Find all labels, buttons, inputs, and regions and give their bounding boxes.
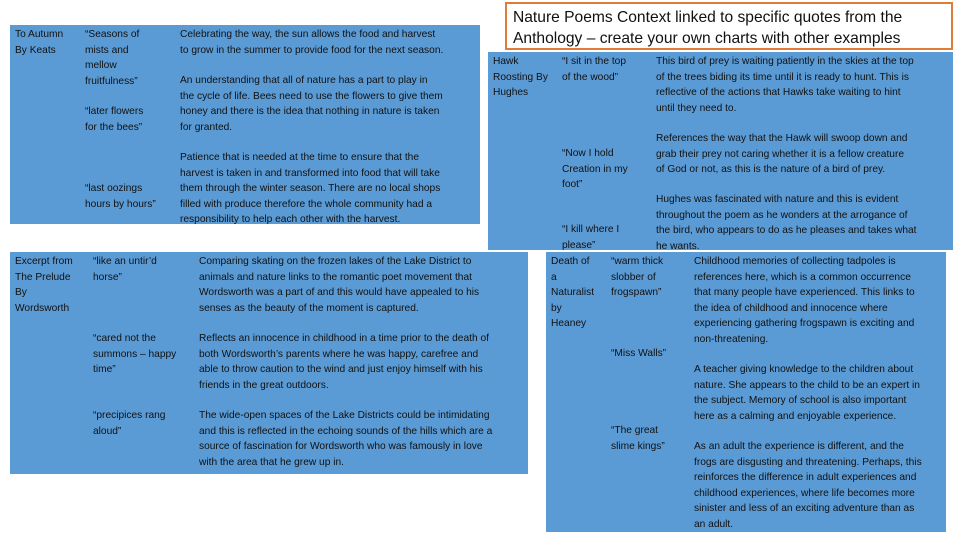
text-line: As an adult the experience is different, and the (694, 441, 904, 452)
hawk-quote-3 (562, 222, 619, 253)
text-line: “cared not the (93, 333, 156, 344)
text-line: By (15, 287, 27, 298)
text-line: reinforces the difference in adult experiences and (694, 472, 917, 483)
text-line: “I kill where I (562, 224, 620, 235)
text-line: horse” (93, 271, 122, 283)
text-line: sinister and less of an exciting adventure than as (694, 503, 915, 514)
text-line: foot” (562, 179, 583, 190)
text-line: A teacher giving knowledge to the children about (694, 364, 914, 375)
text-line: Childhood memories of collecting tadpoles is (694, 256, 896, 267)
text-line: Wordsworth was a part of and this would have appealed to his (199, 287, 480, 298)
text-line: frogs are disgusting and threatening. Perhaps, this (694, 456, 922, 468)
text-line: Heaney (551, 318, 587, 329)
text-line: Death of (551, 256, 590, 267)
text-line: the idea of childhood and innocence where (694, 302, 888, 314)
text-line: time” (93, 364, 116, 375)
text-line: Creation in my (562, 163, 628, 175)
page-title (505, 2, 953, 50)
text-line: aloud” (93, 425, 122, 437)
text-line: them through the winter season. There are no local shops (180, 183, 441, 194)
text-line: a (551, 271, 557, 283)
text-line: To Autumn (15, 29, 64, 40)
text-line: This bird of prey is waiting patiently in the skies at the top (656, 56, 914, 67)
text-line: The wide-open spaces of the Lake Districts could be intimidating (199, 410, 490, 421)
text-line: mellow (85, 60, 117, 71)
prelude-quote-2 (93, 331, 176, 378)
prelude-context-1 (199, 254, 479, 316)
text-line: that many people have experienced. This links to (694, 287, 915, 298)
text-line: Reflects an innocence in childhood in a time prior to the death of (199, 333, 489, 344)
prelude-quote-1 (93, 254, 157, 285)
autumn-context-2 (180, 73, 443, 135)
text-line: filled with produce therefore the whole community had a (180, 198, 432, 210)
text-line: Roosting By (493, 71, 548, 83)
text-line: reflective of the actions that Hawks take waiting to hint (656, 87, 901, 98)
text-line: non-threatening. (694, 333, 769, 345)
text-line: summons – happy (93, 348, 177, 360)
prelude-context-3 (199, 408, 492, 470)
text-line: for the bees” (85, 121, 143, 133)
text-line: responsibility to help each other with the harvest. (180, 214, 401, 225)
text-line: Hughes was fascinated with nature and this is evident (656, 194, 899, 205)
hawk-poem-name (493, 54, 548, 101)
text-line: of the trees biding its time until it is ready to hunt. This is (656, 71, 909, 83)
text-line: slime kings” (611, 440, 665, 452)
text-line: The Prelude (15, 271, 71, 283)
naturalist-quote-3 (611, 423, 665, 454)
text-line: “precipices rang (93, 410, 166, 421)
text-line: for granted. (180, 121, 233, 133)
text-line: “warm thick (611, 256, 664, 267)
text-line: hours by hours” (85, 198, 156, 210)
text-line: experiencing gathering frogspawn is exciting and (694, 318, 915, 329)
text-line: the cycle of life. Bees need to use the flowers to give them (180, 90, 443, 102)
text-line: An understanding that all of nature has a part to play in (180, 75, 428, 86)
autumn-context-1 (180, 27, 443, 58)
naturalist-quote-1 (611, 254, 663, 301)
naturalist-poem-name (551, 254, 594, 332)
text-line: the subject. Memory of school is also important (694, 395, 907, 406)
autumn-quote-1 (85, 27, 139, 89)
naturalist-context-2 (694, 362, 920, 424)
text-line: childhood experiences, where life becomes more (694, 487, 915, 499)
hawk-quote-1 (562, 54, 626, 85)
text-line: honey and there is the idea that nothing in nature is taken (180, 106, 440, 117)
text-line: he wants. (656, 240, 700, 252)
text-line: “Miss Walls” (611, 348, 667, 359)
hawk-context-3 (656, 192, 917, 254)
text-line: source of fascination for Wordsworth who was famously in love (199, 441, 483, 452)
text-line: “like an untir’d (93, 256, 157, 267)
text-line: “The great (611, 425, 658, 436)
text-line: nature. She appears to the child to be an expert in (694, 379, 920, 391)
text-line: and this is reflected in the echoing sounds of the hills which are a (199, 425, 493, 437)
text-line: able to throw caution to the wind and just enjoy himself with his (199, 364, 483, 375)
hawk-quote-2 (562, 146, 628, 193)
text-line: with the area that he grew up in. (199, 456, 344, 468)
text-line: mists and (85, 44, 129, 56)
text-line: senses as the beauty of the moment is captured. (199, 302, 419, 314)
text-line: “Now I hold (562, 148, 614, 159)
autumn-quote-3 (85, 181, 156, 212)
autumn-poem-name (15, 27, 63, 58)
hawk-context-2 (656, 131, 907, 178)
hawk-context-1 (656, 54, 914, 116)
text-line: the bird, who appears to do as he pleases and takes what (656, 225, 917, 236)
text-line: Patience that is needed at the time to ensure that the (180, 152, 419, 163)
text-line: of God or not, as this is the nature of a bird of prey. (656, 164, 886, 175)
text-line: By Keats (15, 44, 56, 56)
text-line: Celebrating the way, the sun allows the food and harvest (180, 29, 436, 40)
text-line: “Seasons of (85, 29, 140, 40)
title-line-1: Nature Poems Context linked to specific quotes from the (513, 9, 903, 26)
text-line: “I sit in the top (562, 56, 626, 67)
text-line: fruitfulness” (85, 75, 138, 87)
text-line: frogspawn” (611, 287, 662, 298)
text-line: “later flowers (85, 106, 144, 117)
text-line: Excerpt from (15, 256, 73, 267)
text-line: animals and nature links to the romantic poet movement that (199, 271, 472, 283)
text-line: references here, which is a common occurrence (694, 271, 911, 283)
text-line: throughout the poem as he wonders at the arrogance of (656, 209, 908, 221)
title-line-2: Anthology – create your own charts with other examples (513, 30, 901, 47)
text-line: until they need to. (656, 102, 737, 114)
text-line: Hawk (493, 56, 519, 67)
text-line: friends in the great outdoors. (199, 379, 329, 391)
text-line: Wordsworth (15, 302, 70, 314)
text-line: grab their prey not caring whether it is a fellow creature (656, 148, 905, 160)
text-line: of the wood” (562, 71, 619, 83)
text-line: Comparing skating on the frozen lakes of the Lake District to (199, 256, 472, 267)
text-line: please” (562, 239, 596, 251)
text-line: an adult. (694, 518, 734, 530)
naturalist-context-3 (694, 439, 922, 532)
text-line: here as a calming and enjoyable experience. (694, 410, 897, 422)
text-line: References the way that the Hawk will swoop down and (656, 133, 908, 144)
text-line: “last oozings (85, 183, 143, 194)
prelude-poem-name (15, 254, 73, 316)
text-line: Hughes (493, 87, 529, 98)
autumn-context-3 (180, 150, 440, 228)
text-line: slobber of (611, 271, 656, 283)
text-line: by (551, 302, 562, 314)
text-line: harvest is taken in and transformed into food that will take (180, 167, 440, 179)
autumn-quote-2 (85, 104, 143, 135)
prelude-context-2 (199, 331, 489, 393)
text-line: both Wordsworth’s parents where he was happy, carefree and (199, 348, 479, 360)
prelude-quote-3 (93, 408, 165, 439)
naturalist-context-1 (694, 254, 915, 347)
text-line: to grow in the summer to provide food for the next season. (180, 44, 444, 56)
naturalist-quote-2 (611, 346, 666, 362)
text-line: Naturalist (551, 287, 595, 298)
